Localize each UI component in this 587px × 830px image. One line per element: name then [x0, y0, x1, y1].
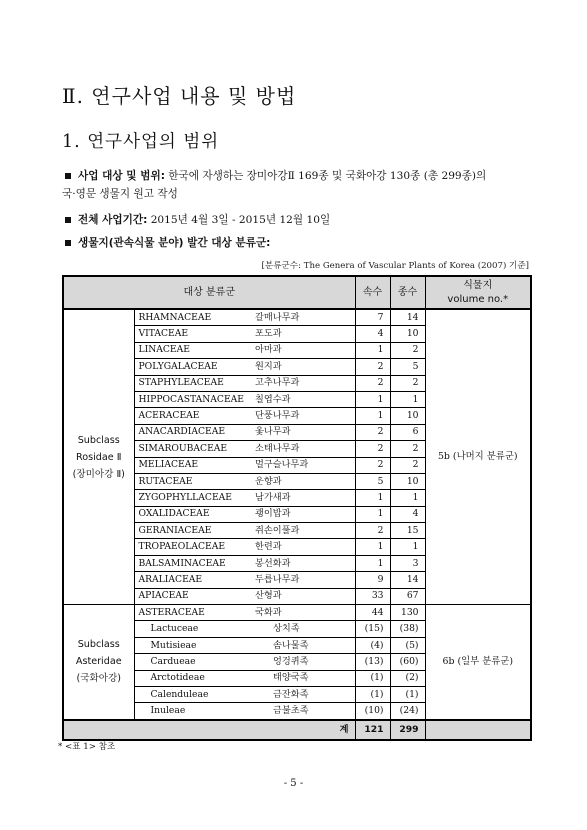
family-name: ARALIACEAE: [134, 572, 253, 588]
family-name: ACERACEAE: [134, 408, 253, 424]
tribe-name: Calenduleae: [134, 686, 253, 702]
family-korean-name: 남가새과: [253, 490, 355, 506]
family-name: BALSAMINACEAE: [134, 555, 253, 571]
genera-count: 2: [355, 359, 390, 375]
tribe-korean-name: 솜나물족: [253, 637, 355, 653]
species-count: 130: [390, 605, 425, 621]
genera-count: (15): [355, 621, 390, 637]
genera-count: 2: [355, 523, 390, 539]
family-name: ASTERACEAE: [134, 605, 253, 621]
genera-count: 1: [355, 539, 390, 555]
family-name: MELIACEAE: [134, 457, 253, 473]
family-korean-name: 포도과: [253, 326, 355, 342]
family-name: LINACEAE: [134, 342, 253, 358]
tribe-korean-name: 상치족: [253, 621, 355, 637]
species-count: 15: [390, 523, 425, 539]
family-name: POLYGALACEAE: [134, 359, 253, 375]
species-count: 5: [390, 359, 425, 375]
bullet-period: [62, 210, 330, 230]
genera-count: 44: [355, 605, 390, 621]
table-row: [63, 309, 531, 326]
family-korean-name: 고추나무과: [253, 375, 355, 391]
species-count: (60): [390, 654, 425, 670]
family-korean-name: 쥐손이풀과: [253, 523, 355, 539]
species-count: 3: [390, 555, 425, 571]
species-count: 14: [390, 572, 425, 588]
family-korean-name: 아마과: [253, 342, 355, 358]
header-volume-line2: volume no.*: [447, 293, 509, 305]
species-count: 1: [390, 539, 425, 555]
family-korean-name: 멀구슬나무과: [253, 457, 355, 473]
species-count: 10: [390, 326, 425, 342]
header-taxon: 대상 분류군: [63, 276, 355, 309]
family-name: VITACEAE: [134, 326, 253, 342]
tribe-name: Arctotideae: [134, 670, 253, 686]
family-korean-name: 옻나무과: [253, 424, 355, 440]
genera-count: (4): [355, 637, 390, 653]
group-label-line: Asteridae: [75, 656, 122, 668]
genera-count: 2: [355, 375, 390, 391]
family-korean-name: 산형과: [253, 588, 355, 604]
family-korean-name: 봉선화과: [253, 555, 355, 571]
group-label-line: Rosidae Ⅱ: [76, 451, 122, 463]
total-volume-empty: [425, 720, 531, 740]
group-label-line: Subclass: [77, 639, 120, 651]
section-title: 1. 연구사업의 범위: [62, 132, 220, 152]
family-korean-name: 운향과: [253, 473, 355, 489]
family-korean-name: 두릅나무과: [253, 572, 355, 588]
header-genera: 속수: [355, 276, 390, 309]
genera-count: 4: [355, 326, 390, 342]
chapter-title: Ⅱ. 연구사업 내용 및 방법: [62, 84, 297, 108]
genera-count: 1: [355, 555, 390, 571]
species-count: 10: [390, 473, 425, 489]
footnote: * <표 1> 참조: [58, 742, 116, 752]
species-count: 10: [390, 408, 425, 424]
family-korean-name: 국화과: [253, 605, 355, 621]
family-name: SIMAROUBACEAE: [134, 441, 253, 457]
family-name: TROPAEOLACEAE: [134, 539, 253, 555]
family-korean-name: 한련과: [253, 539, 355, 555]
group-label-rosidae: [63, 309, 134, 605]
genera-count: 1: [355, 408, 390, 424]
species-count: (5): [390, 637, 425, 653]
species-count: 6: [390, 424, 425, 440]
species-count: (38): [390, 621, 425, 637]
tribe-name: Lactuceae: [134, 621, 253, 637]
genera-count: 33: [355, 588, 390, 604]
species-count: 1: [390, 391, 425, 407]
genera-count: 2: [355, 457, 390, 473]
tribe-korean-name: 금불초족: [253, 703, 355, 720]
species-count: 67: [390, 588, 425, 604]
family-name: OXALIDACEAE: [134, 506, 253, 522]
total-species: 299: [390, 720, 425, 740]
bullet-targets: [62, 233, 270, 253]
header-species: 종수: [390, 276, 425, 309]
genera-count: 1: [355, 391, 390, 407]
table-row: [63, 605, 531, 621]
species-count: (1): [390, 686, 425, 702]
tribe-korean-name: 엉겅퀴족: [253, 654, 355, 670]
genera-count: (1): [355, 686, 390, 702]
tribe-korean-name: 태양국족: [253, 670, 355, 686]
species-count: (2): [390, 670, 425, 686]
total-label: 계: [63, 720, 355, 740]
square-bullet-icon: [65, 240, 71, 246]
species-count: 2: [390, 375, 425, 391]
genera-count: 1: [355, 506, 390, 522]
genera-count: (10): [355, 703, 390, 720]
genera-count: 5: [355, 473, 390, 489]
volume-asteridae: 6b (일부 분류군): [425, 605, 531, 720]
bullet-text: 2015년 4월 3일 - 2015년 12월 10일: [147, 214, 331, 226]
bullet-text: 한국에 자생하는 장미아강Ⅱ 169종 및 국화아강 130종 (총 299종)의: [164, 170, 487, 182]
family-name: RHAMNACEAE: [134, 309, 253, 326]
genera-count: 1: [355, 490, 390, 506]
table-source-note: [분류군수: The Genera of Vascular Plants of Korea (2007) 기준]: [261, 261, 529, 271]
group-label-asteridae: [63, 605, 134, 720]
family-name: ZYGOPHYLLACEAE: [134, 490, 253, 506]
family-korean-name: 괭이밥과: [253, 506, 355, 522]
genera-count: 1: [355, 342, 390, 358]
family-name: STAPHYLEACEAE: [134, 375, 253, 391]
species-count: 14: [390, 309, 425, 326]
genera-count: 2: [355, 424, 390, 440]
family-name: HIPPOCASTANACEAE: [134, 391, 253, 407]
tribe-korean-name: 금잔화족: [253, 686, 355, 702]
family-name: GERANIACEAE: [134, 523, 253, 539]
square-bullet-icon: [65, 173, 71, 179]
species-count: 4: [390, 506, 425, 522]
species-count: (24): [390, 703, 425, 720]
group-label-line: (장미아강 Ⅱ): [72, 468, 125, 480]
family-korean-name: 갈매나무과: [253, 309, 355, 326]
species-count: 2: [390, 441, 425, 457]
header-volume-line1: 식물지: [463, 279, 493, 291]
species-count: 1: [390, 490, 425, 506]
total-genera: 121: [355, 720, 390, 740]
family-korean-name: 소태나무과: [253, 441, 355, 457]
page-number: - 5 -: [283, 778, 304, 789]
bullet-label: 사업 대상 및 범위:: [78, 170, 165, 182]
bullet-scope: [62, 166, 486, 186]
genera-count: 9: [355, 572, 390, 588]
species-count: 2: [390, 342, 425, 358]
square-bullet-icon: [65, 217, 71, 223]
group-label-line: (국화아강): [76, 673, 122, 685]
bullet-label: 전체 사업기간:: [78, 214, 148, 226]
family-name: ANACARDIACEAE: [134, 424, 253, 440]
family-korean-name: 칠엽수과: [253, 391, 355, 407]
bullet-continuation: 국·영문 생물지 원고 작성: [62, 188, 178, 200]
family-korean-name: 단풍나무과: [253, 408, 355, 424]
header-volume: [425, 276, 531, 309]
group-label-line: Subclass: [77, 434, 120, 446]
tribe-name: Mutisieae: [134, 637, 253, 653]
volume-rosidae: 5b (나머지 분류군): [425, 309, 531, 605]
family-name: RUTACEAE: [134, 473, 253, 489]
tribe-name: Inuleae: [134, 703, 253, 720]
family-korean-name: 원지과: [253, 359, 355, 375]
table-header-row: [63, 276, 531, 309]
genera-count: (13): [355, 654, 390, 670]
total-row: [63, 720, 531, 740]
bullet-label: 생물지(관속식물 분야) 발간 대상 분류군:: [78, 237, 271, 249]
genera-count: 2: [355, 441, 390, 457]
tribe-name: Cardueae: [134, 654, 253, 670]
genera-count: (1): [355, 670, 390, 686]
taxa-table: [62, 275, 532, 741]
family-name: APIACEAE: [134, 588, 253, 604]
genera-count: 7: [355, 309, 390, 326]
species-count: 2: [390, 457, 425, 473]
